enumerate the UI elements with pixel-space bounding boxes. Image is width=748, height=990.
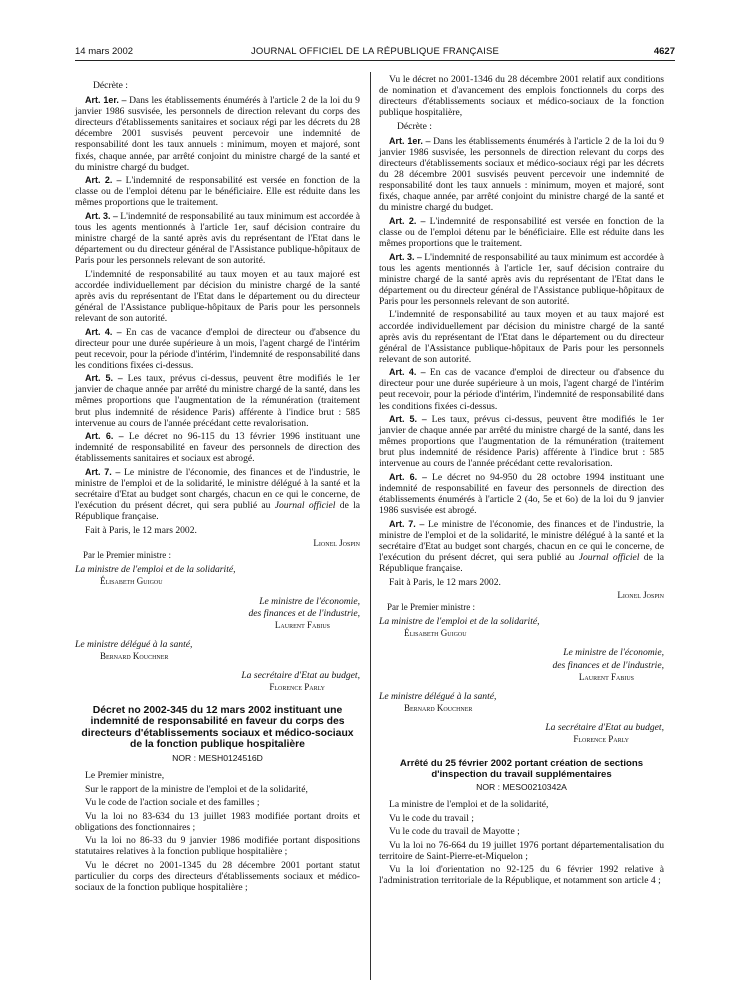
article-3: Art. 3. – L'indemnité de responsabilité au taux minimum est accordée à tous les agents mentionnés à l'article 1er, sauf décision contraire du ministre chargé de la santé après avis du représentant de l'Etat dans le département ou du directeur général de l'Assistance publique-hôpitaux de Paris pour les personnels relevant de son autorité.	[75, 210, 360, 267]
signature-sante: Bernard Kouchner	[404, 702, 473, 713]
decrete-heading: Décrète :	[397, 120, 432, 132]
arrete-line: Vu la loi d'orientation no 92-125 du 6 février 1992 relative à l'administration territoriale de la République, et notamment son article 4 ;	[379, 864, 664, 887]
article-label: Art. 2.	[389, 215, 417, 226]
article-text: Les taux, prévus ci-dessus, peuvent être modifiés le 1er janvier de chaque année par arrêté du ministre chargé de la santé, dans les mêmes proportions que l'augmentation de la rémunération (traitement brut plus indemnité de résidence Paris) afférente à l'indice brut : 585 intervenue au cours de l'année précédant cette revalorisation.	[75, 373, 361, 429]
par-premier-ministre: Par le Premier ministre :	[387, 602, 475, 613]
article-label: Art. 5.	[85, 373, 113, 384]
article-label: Art. 4.	[85, 326, 113, 337]
article-text: Le décret no 94-950 du 28 octobre 1994 instituant une indemnité de responsabilité en faveur des personnels de direction des établissements énumérés à l'article 2 (4o, 5e et 6o) de la loi du 9 janvier 1986 susvisée est abrogé.	[379, 471, 665, 517]
signature-budget: Florence Parly	[269, 682, 325, 693]
article-7: Art. 7. – Le ministre de l'économie, des finances et de l'industrie, la ministre de l'emploi et de la solidarité, le ministre délégué à la santé et la secrétaire d'Etat au budget sont chargés, chacun en ce qui le concerne, de l'exécution du présent décret, qui sera publié au Journal officiel de la République française.	[379, 518, 665, 575]
preamble-line: Vu la loi no 86-33 du 9 janvier 1986 modifiée portant dispositions statutaires relatives à la fonction publique hospitalière ;	[75, 835, 360, 858]
article-text: L'indemnité de responsabilité au taux minimum est accordée à tous les agents mentionnés à l'article 1er, sauf décision contraire du ministre chargé de la santé après avis du représentant de l'Etat dans le département ou du directeur général de l'Assistance publique-hôpitaux de Paris pour les personnels relevant de son autorité.	[75, 210, 360, 267]
article-label: Art. 3.	[85, 210, 111, 221]
role-economie-2: des finances et de l'industrie,	[248, 607, 360, 619]
article-label: Art. 6.	[85, 431, 114, 442]
role-sante: Le ministre délégué à la santé,	[379, 690, 497, 702]
article-5: Art. 5. – Les taux, prévus ci-dessus, peuvent être modifiés le 1er janvier de chaque année par arrêté du ministre chargé de la santé, dans les mêmes proportions que l'augmentation de la rémunération (traitement brut plus indemnité de résidence Paris) afférente à l'indice brut : 585 intervenue au cours de l'année précédant cette revalorisation.	[75, 373, 361, 429]
article-label: Art. 5.	[389, 414, 417, 425]
signature-prime-minister: Lionel Jospin	[313, 538, 360, 549]
article-text: Le décret no 96-115 du 13 février 1996 instituant une indemnité de responsabilité en faveur des personnels de direction des établissements sanitaires et sociaux est abrogé.	[75, 431, 361, 465]
signature-economie: Laurent Fabius	[578, 671, 634, 682]
preamble-line: Vu la loi no 83-634 du 13 juillet 1983 modifiée portant droits et obligations des fonctionnaires ;	[75, 810, 360, 833]
article-label: Art. 7.	[85, 466, 112, 477]
role-economie-2: des finances et de l'industrie,	[552, 659, 664, 671]
arrete-line: La ministre de l'emploi et de la solidarité,	[389, 799, 549, 811]
role-emploi: La ministre de l'emploi et de la solidarité,	[379, 616, 540, 628]
column-divider	[370, 72, 371, 980]
article-label: Art. 6.	[389, 471, 418, 482]
article-tail: de la République française.	[379, 551, 665, 575]
arrete-line: Vu la loi no 76-664 du 19 juillet 1976 portant départementalisation du territoire de Saint-Pierre-et-Miquelon ;	[379, 839, 664, 862]
fait-a-paris: Fait à Paris, le 12 mars 2002.	[389, 576, 501, 588]
preamble-line: Le Premier ministre,	[85, 770, 165, 782]
preamble-intro: Vu le décret no 2001-1346 du 28 décembre 2001 relatif aux conditions de nomination et d'avancement des emplois fonctionnels du corps des directeurs d'établissements sociaux et médico-sociaux de la fonction publique hospitalière,	[379, 74, 664, 119]
arrete-title: Arrêté du 25 février 2002 portant création de sections d'inspection du travail supplémentaires	[399, 758, 644, 780]
article-text: Le ministre de l'économie, des finances et de l'industrie, le ministre de l'emploi et de la solidarité, le ministre délégué à la santé et la secrétaire d'Etat au budget sont chargés, chacun en ce qui le concerne, de l'exécution du présent décret, qui sera publié au	[75, 466, 360, 512]
article-label: Art. 2.	[85, 175, 113, 186]
article-text: En cas de vacance d'emploi de directeur ou d'absence du directeur pour une durée supérieure à un mois, l'agent chargé de l'intérim peut recevoir, pour la période d'intérim, l'indemnité de responsabilité dans les conditions fixées ci-dessus.	[379, 367, 664, 412]
role-economie: Le ministre de l'économie,	[563, 647, 664, 659]
right-column	[379, 74, 664, 889]
article-label: Art. 3.	[389, 251, 415, 262]
fait-a-paris: Fait à Paris, le 12 mars 2002.	[85, 524, 197, 536]
arrete-line: Vu le code du travail ;	[389, 812, 474, 824]
article-label: Art. 7.	[389, 518, 416, 529]
article-2: Art. 2. – L'indemnité de responsabilité est versée en fonction de la classe ou de l'emploi détenu par le bénéficiaire. Elle est réduite dans les mêmes proportions que le traitement.	[379, 215, 665, 250]
signature-economie: Laurent Fabius	[274, 619, 330, 630]
role-budget: La secrétaire d'Etat au budget,	[545, 721, 664, 733]
journal-officiel-ref: Journal officiel	[274, 500, 336, 512]
left-column	[75, 80, 360, 895]
preamble-line: Sur le rapport de la ministre de l'emploi et de la solidarité,	[85, 783, 308, 795]
role-budget: La secrétaire d'Etat au budget,	[241, 670, 360, 682]
article-5: Art. 5. – Les taux, prévus ci-dessus, peuvent être modifiés le 1er janvier de chaque année par arrêté du ministre chargé de la santé, dans les mêmes proportions que l'augmentation de la rémunération (traitement brut plus indemnité de résidence Paris) afférente à l'indice brut : 585 intervenue au cours de l'année précédant cette revalorisation.	[379, 414, 665, 470]
article-3-extra: L'indemnité de responsabilité au taux moyen et au taux majoré est accordée individuellement par décision du ministre chargé de la santé après avis du représentant de l'Etat dans le département ou du directeur général de l'Assistance publique-hôpitaux de Paris pour les personnels relevant de son autorité.	[379, 309, 664, 365]
journal-officiel-ref: Journal officiel	[578, 551, 640, 563]
article-6: Art. 6. – Le décret no 96-115 du 13 février 1996 instituant une indemnité de responsabilité en faveur des personnels de direction des établissements sanitaires et sociaux est abrogé.	[75, 431, 361, 465]
article-text: L'indemnité de responsabilité est versée en fonction de la classe ou de l'emploi détenu par le bénéficiaire. Elle est réduite dans les mêmes proportions que le traitement.	[75, 175, 361, 209]
arrete-nor: NOR : MESO0210342A	[476, 782, 567, 793]
article-2: Art. 2. – L'indemnité de responsabilité est versée en fonction de la classe ou de l'emploi détenu par le bénéficiaire. Elle est réduite dans les mêmes proportions que le traitement.	[75, 175, 361, 209]
signature-emploi: Élisabeth Guigou	[404, 628, 467, 639]
journal-title: JOURNAL OFFICIEL DE LA RÉPUBLIQUE FRANÇAISE	[250, 46, 500, 57]
article-text: L'indemnité de responsabilité au taux minimum est accordée à tous les agents mentionnés à l'article 1er, sauf décision contraire du ministre chargé de la santé après avis du représentant de l'Etat dans le département ou du directeur général de l'Assistance publique-hôpitaux de Paris pour les personnels relevant de son autorité.	[379, 251, 664, 307]
article-text: Les taux, prévus ci-dessus, peuvent être modifiés le 1er janvier de chaque année par arrêté du ministre chargé de la santé, dans les mêmes proportions que l'augmentation de la rémunération (traitement brut plus indemnité de résidence Paris) afférente à l'indice brut : 585 intervenue au cours de l'année précédant cette revalorisation.	[379, 414, 665, 470]
article-6: Art. 6. – Le décret no 94-950 du 28 octobre 1994 instituant une indemnité de responsabilité en faveur des personnels de direction des établissements énumérés à l'article 2 (4o, 5e et 6o) de la loi du 9 janvier 1986 susvisée est abrogé.	[379, 471, 665, 517]
article-4: Art. 4. – En cas de vacance d'emploi de directeur ou d'absence du directeur pour une durée supérieure à un mois, l'agent chargé de l'intérim peut recevoir, pour la période d'intérim, l'indemnité de responsabilité dans les conditions fixées ci-dessus.	[75, 326, 360, 371]
article-label: Art. 4.	[389, 367, 417, 378]
decrete-heading: Décrète :	[93, 80, 128, 91]
role-economie: Le ministre de l'économie,	[259, 595, 360, 607]
article-text: En cas de vacance d'emploi de directeur ou d'absence du directeur pour une durée supérieure à un mois, l'agent chargé de l'intérim peut recevoir, pour la période d'intérim, l'indemnité de responsabilité dans les conditions fixées ci-dessus.	[75, 326, 360, 371]
role-emploi: La ministre de l'emploi et de la solidarité,	[75, 564, 236, 576]
article-label: Art. 1er.	[389, 135, 423, 146]
signature-emploi: Élisabeth Guigou	[100, 576, 163, 587]
article-3-extra: L'indemnité de responsabilité au taux moyen et au taux majoré est accordée individuellement par décision du ministre chargé de la santé après avis du représentant de l'Etat dans le département ou du directeur général de l'Assistance publique-hôpitaux de Paris pour les personnels relevant de son autorité.	[75, 268, 360, 325]
preamble-line: Vu le décret no 2001-1345 du 28 décembre 2001 portant statut particulier du corps des directeurs d'établissements sociaux et médico-sociaux de la fonction publique hospitalière ;	[75, 859, 360, 893]
header-date: 14 mars 2002	[75, 46, 134, 57]
decree-nor: NOR : MESH0124516D	[172, 753, 263, 764]
article-1: Art. 1er. – Dans les établissements énumérés à l'article 2 de la loi du 9 janvier 1986 susvisée, les personnels de direction relevant du corps des directeurs d'établissements sanitaires et sociaux régi par les décrets du 28 décembre 2001 susvisés peuvent percevoir une indemnité de responsabilité dont les taux annuels : minimum, moyen et majoré, sont fixés, chaque année, par arrêté conjoint du ministre chargé de la santé et du ministre chargé du budget.	[75, 95, 360, 173]
article-tail: de la République française.	[75, 500, 361, 523]
role-sante: Le ministre délégué à la santé,	[75, 638, 193, 650]
arrete-line: Vu le code du travail de Mayotte ;	[389, 826, 520, 838]
par-premier-ministre: Par le Premier ministre :	[83, 550, 171, 561]
signature-sante: Bernard Kouchner	[100, 650, 169, 661]
article-4: Art. 4. – En cas de vacance d'emploi de directeur ou d'absence du directeur pour une durée supérieure à un mois, l'agent chargé de l'intérim peut recevoir, pour la période d'intérim, l'indemnité de responsabilité dans les conditions fixées ci-dessus.	[379, 367, 664, 412]
article-label: Art. 1er.	[85, 95, 119, 106]
article-1: Art. 1er. – Dans les établissements énumérés à l'article 2 de la loi du 9 janvier 1986 susvisée, les personnels de direction relevant du corps des directeurs d'établissements sociaux et médico-sociaux régi par les décrets du 28 décembre 2001 susvisés peuvent percevoir une indemnité de responsabilité dont les taux annuels : minimum, moyen et majoré, sont fixés, chaque année, par arrêté conjoint du ministre chargé de la santé et du ministre chargé du budget.	[379, 135, 664, 214]
page-number: 4627	[653, 46, 675, 57]
decree-title: Décret no 2002-345 du 12 mars 2002 instituant une indemnité de responsabilité en faveur du corps des directeurs d'établissements sociaux et médico-sociaux de la fonction publique hospitalière	[81, 705, 354, 750]
article-text: L'indemnité de responsabilité est versée en fonction de la classe ou de l'emploi détenu par le bénéficiaire. Elle est réduite dans les mêmes proportions que le traitement.	[379, 215, 665, 250]
preamble-line: Vu le code de l'action sociale et des familles ;	[85, 797, 260, 809]
article-text: Dans les établissements énumérés à l'article 2 de la loi du 9 janvier 1986 susvisée, les personnels de direction relevant du corps des directeurs d'établissements sanitaires et sociaux régi par les décrets du 28 décembre 2001 susvisés peuvent percevoir une indemnité de responsabilité dont les taux annuels : minimum, moyen et majoré, sont fixés, chaque année, par arrêté conjoint du ministre chargé de la santé et du ministre chargé du budget.	[75, 95, 360, 173]
article-3: Art. 3. – L'indemnité de responsabilité au taux minimum est accordée à tous les agents mentionnés à l'article 1er, sauf décision contraire du ministre chargé de la santé après avis du représentant de l'Etat dans le département ou du directeur général de l'Assistance publique-hôpitaux de Paris pour les personnels relevant de son autorité.	[379, 251, 664, 307]
signature-budget: Florence Parly	[573, 733, 629, 744]
article-text: Dans les établissements énumérés à l'article 2 de la loi du 9 janvier 1986 susvisée, les personnels de direction relevant du corps des directeurs d'établissements sociaux et médico-sociaux régi par les décrets du 28 décembre 2001 susvisés peuvent percevoir une indemnité de responsabilité dont les taux annuels : minimum, moyen et majoré, sont fixés, chaque année, par arrêté conjoint du ministre chargé de la santé et du ministre chargé du budget.	[379, 135, 664, 214]
signature-prime-minister: Lionel Jospin	[617, 590, 664, 601]
article-7: Art. 7. – Le ministre de l'économie, des finances et de l'industrie, le ministre de l'emploi et de la solidarité, le ministre délégué à la santé et la secrétaire d'Etat au budget sont chargés, chacun en ce qui le concerne, de l'exécution du présent décret, qui sera publié au Journal officiel de la République française.	[75, 466, 361, 523]
page-header	[75, 46, 675, 61]
article-text: Le ministre de l'économie, des finances et de l'industrie, la ministre de l'emploi et de la solidarité, le ministre délégué à la santé et la secrétaire d'Etat au budget sont chargés, chacun en ce qui le concerne, de l'exécution du présent décret, qui sera publié au	[379, 518, 664, 563]
